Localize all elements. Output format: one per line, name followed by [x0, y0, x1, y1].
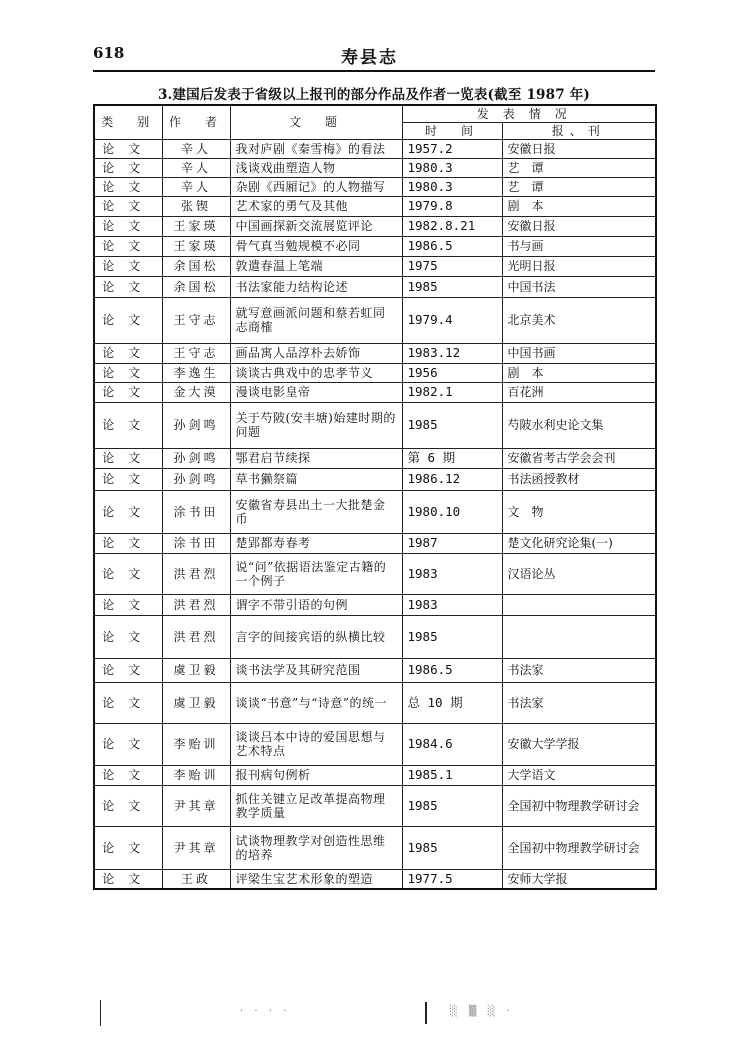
cell-title: 中国画探新交流展览评论: [230, 216, 402, 236]
cell-time: 1980.3: [402, 177, 502, 196]
cell-time: 1979.4: [402, 297, 502, 343]
cell-publication: 中国书画: [502, 343, 656, 363]
table-row: [94, 236, 656, 256]
cell-category: 论文: [94, 869, 162, 889]
cell-time: 1985: [402, 826, 502, 869]
table-row: [94, 196, 656, 216]
table-row: [94, 382, 656, 402]
cell-category: 论文: [94, 363, 162, 382]
table-row: [94, 158, 656, 177]
table-row: [94, 723, 656, 765]
cell-category: 论文: [94, 553, 162, 594]
cell-publication: [502, 594, 656, 615]
cell-author: 涂书田: [162, 533, 230, 553]
column-header-publication: 报、刊: [502, 122, 656, 139]
cell-time: 1980.3: [402, 158, 502, 177]
cell-category: 论文: [94, 723, 162, 765]
table-row: [94, 216, 656, 236]
cell-time: 总 10 期: [402, 682, 502, 723]
cell-author: 辛人: [162, 158, 230, 177]
cell-category: 论文: [94, 343, 162, 363]
table-row: [94, 490, 656, 533]
table-caption: 3.建国后发表于省级以上报刊的部分作品及作者一览表(截至 1987 年): [157, 87, 591, 103]
table-row: [94, 765, 656, 785]
table-row: [94, 343, 656, 363]
cell-time: 1983.12: [402, 343, 502, 363]
cell-time: 1983: [402, 553, 502, 594]
cell-author: 王守志: [162, 297, 230, 343]
cell-category: 论文: [94, 196, 162, 216]
cell-category: 论文: [94, 826, 162, 869]
cell-title: 抓住关键立足改革提高物理教学质量: [230, 785, 402, 826]
cell-title: 谓字不带引语的句例: [230, 594, 402, 615]
cell-publication: 安徽大学学报: [502, 723, 656, 765]
cell-author: 王家瑛: [162, 236, 230, 256]
cell-category: 论文: [94, 594, 162, 615]
header-rule: [93, 70, 655, 72]
cell-title: 鄂君启节续探: [230, 448, 402, 468]
cell-publication: 安徽省考古学会会刊: [502, 448, 656, 468]
works-table: [93, 104, 657, 890]
cell-publication: 书法家: [502, 682, 656, 723]
cell-category: 论文: [94, 382, 162, 402]
cell-category: 论文: [94, 139, 162, 158]
cell-title: 楚郢都寿春考: [230, 533, 402, 553]
cell-publication: 剧 本: [502, 196, 656, 216]
cell-author: 王守志: [162, 343, 230, 363]
table-row: [94, 297, 656, 343]
cell-publication: 艺 谭: [502, 158, 656, 177]
cell-title: 说“问”依据语法鉴定古籍的一个例子: [230, 553, 402, 594]
cell-time: 1982.8.21: [402, 216, 502, 236]
cell-time: 1979.8: [402, 196, 502, 216]
cell-category: 论文: [94, 533, 162, 553]
cell-time: 1975: [402, 256, 502, 276]
cell-author: 孙剑鸣: [162, 402, 230, 448]
cell-author: 孙剑鸣: [162, 448, 230, 468]
table-row: [94, 448, 656, 468]
cell-category: 论文: [94, 297, 162, 343]
cell-author: 余国松: [162, 276, 230, 297]
cell-category: 论文: [94, 177, 162, 196]
cell-category: 论文: [94, 765, 162, 785]
cell-category: 论文: [94, 276, 162, 297]
table-row: [94, 553, 656, 594]
cell-publication: 中国书法: [502, 276, 656, 297]
cell-category: 论文: [94, 448, 162, 468]
page-header: [93, 44, 653, 70]
cell-title: 艺术家的勇气及其他: [230, 196, 402, 216]
cell-title: 骨气真当勉规模不必同: [230, 236, 402, 256]
table-row: [94, 826, 656, 869]
cell-time: 1986.5: [402, 236, 502, 256]
cell-title: 谈谈“书意”与“诗意”的统一: [230, 682, 402, 723]
cell-publication: 文 物: [502, 490, 656, 533]
cell-publication: 汉语论丛: [502, 553, 656, 594]
table-row: [94, 682, 656, 723]
cell-publication: 安师大学报: [502, 869, 656, 889]
cell-title: 漫谈电影皇帝: [230, 382, 402, 402]
cell-title: 就写意画派问题和蔡若虹同志商榷: [230, 297, 402, 343]
column-header-category: 类 别: [94, 105, 162, 139]
cell-title: 报刊病句例析: [230, 765, 402, 785]
cell-title: 谈书法学及其研究范围: [230, 658, 402, 682]
cell-publication: 全国初中物理教学研讨会: [502, 826, 656, 869]
cell-time: 第 6 期: [402, 448, 502, 468]
cell-time: 1977.5: [402, 869, 502, 889]
cell-author: 王家瑛: [162, 216, 230, 236]
cell-time: 1985.1: [402, 765, 502, 785]
column-header-time: 时 间: [402, 122, 502, 139]
table-row: [94, 658, 656, 682]
cell-title: 画品寓人品淳朴去娇饰: [230, 343, 402, 363]
column-header-title: 文 题: [230, 105, 402, 139]
cell-title: 浅谈戏曲塑造人物: [230, 158, 402, 177]
cell-author: 涂书田: [162, 490, 230, 533]
cell-time: 1987: [402, 533, 502, 553]
cell-category: 论文: [94, 682, 162, 723]
cell-category: 论文: [94, 468, 162, 490]
cell-publication: 书法函授教材: [502, 468, 656, 490]
cell-time: 1985: [402, 785, 502, 826]
cell-category: 论文: [94, 158, 162, 177]
cell-author: 王政: [162, 869, 230, 889]
cell-title: 书法家能力结构论述: [230, 276, 402, 297]
cell-time: 1986.5: [402, 658, 502, 682]
cell-title: 敦遣春温上笔端: [230, 256, 402, 276]
cell-publication: 光明日报: [502, 256, 656, 276]
cell-publication: 楚文化研究论集(一): [502, 533, 656, 553]
cell-author: 虞卫毅: [162, 658, 230, 682]
cell-author: 李贻训: [162, 723, 230, 765]
cell-title: 谈谈古典戏中的忠孝节义: [230, 363, 402, 382]
table-row: [94, 402, 656, 448]
cell-time: 1984.6: [402, 723, 502, 765]
cell-time: 1986.12: [402, 468, 502, 490]
table-row: [94, 256, 656, 276]
cell-publication: 剧 本: [502, 363, 656, 382]
cell-author: 辛人: [162, 139, 230, 158]
cell-category: 论文: [94, 658, 162, 682]
cell-publication: 书与画: [502, 236, 656, 256]
cell-publication: 安徽日报: [502, 139, 656, 158]
cell-title: 我对庐剧《秦雪梅》的看法: [230, 139, 402, 158]
cell-time: 1985: [402, 402, 502, 448]
table-row: [94, 468, 656, 490]
table-row: [94, 533, 656, 553]
cell-author: 余国松: [162, 256, 230, 276]
cell-category: 论文: [94, 236, 162, 256]
cell-author: 尹其章: [162, 826, 230, 869]
cell-publication: 安徽日报: [502, 216, 656, 236]
cell-author: 洪君烈: [162, 615, 230, 658]
cell-time: 1980.10: [402, 490, 502, 533]
cell-author: 孙剑鸣: [162, 468, 230, 490]
column-header-publication-group: 发表情况: [402, 105, 656, 122]
cell-publication: 书法家: [502, 658, 656, 682]
cell-publication: 北京美术: [502, 297, 656, 343]
cell-time: 1985: [402, 276, 502, 297]
cell-title: 杂剧《西厢记》的人物描写: [230, 177, 402, 196]
table-row: [94, 276, 656, 297]
cell-title: 谈谈吕本中诗的爱国思想与艺术特点: [230, 723, 402, 765]
table-body: [94, 139, 656, 889]
cell-time: 1957.2: [402, 139, 502, 158]
cell-author: 虞卫毅: [162, 682, 230, 723]
cell-publication: 芍陂水利史论文集: [502, 402, 656, 448]
book-title: 寿县志: [341, 48, 398, 68]
table-row: [94, 615, 656, 658]
cell-category: 论文: [94, 615, 162, 658]
cell-author: 洪君烈: [162, 594, 230, 615]
cell-title: 评梁生宝艺术形象的塑造: [230, 869, 402, 889]
cell-title: 试谈物理教学对创造性思维的培养: [230, 826, 402, 869]
cell-publication: 全国初中物理教学研讨会: [502, 785, 656, 826]
cell-time: 1985: [402, 615, 502, 658]
table-row: [94, 785, 656, 826]
cell-category: 论文: [94, 256, 162, 276]
page-number: 618: [93, 44, 125, 62]
cell-author: 李逸生: [162, 363, 230, 382]
cell-title: 关于芍陂(安丰塘)始建时期的问题: [230, 402, 402, 448]
cell-time: 1983: [402, 594, 502, 615]
table-row: [94, 594, 656, 615]
table-row: [94, 177, 656, 196]
cell-category: 论文: [94, 216, 162, 236]
cell-publication: [502, 615, 656, 658]
cell-category: 论文: [94, 490, 162, 533]
table-row: [94, 869, 656, 889]
cell-publication: 艺 谭: [502, 177, 656, 196]
cell-category: 论文: [94, 402, 162, 448]
cell-author: 洪君烈: [162, 553, 230, 594]
cell-author: 辛人: [162, 177, 230, 196]
cell-author: 李贻训: [162, 765, 230, 785]
cell-author: 张锲: [162, 196, 230, 216]
cell-author: 尹其章: [162, 785, 230, 826]
table-row: [94, 139, 656, 158]
cell-title: 安徽省寿县出土一大批楚金币: [230, 490, 402, 533]
column-header-author: 作 者: [162, 105, 230, 139]
cell-category: 论文: [94, 785, 162, 826]
cell-title: 言字的间接宾语的纵横比较: [230, 615, 402, 658]
cell-time: 1982.1: [402, 382, 502, 402]
cell-time: 1956: [402, 363, 502, 382]
scan-artifacts: · · · · ░ ▒ ░ ·: [100, 1000, 560, 1030]
table-row: [94, 363, 656, 382]
cell-title: 草书獭祭篇: [230, 468, 402, 490]
cell-author: 金大漠: [162, 382, 230, 402]
cell-publication: 百花洲: [502, 382, 656, 402]
cell-publication: 大学语文: [502, 765, 656, 785]
